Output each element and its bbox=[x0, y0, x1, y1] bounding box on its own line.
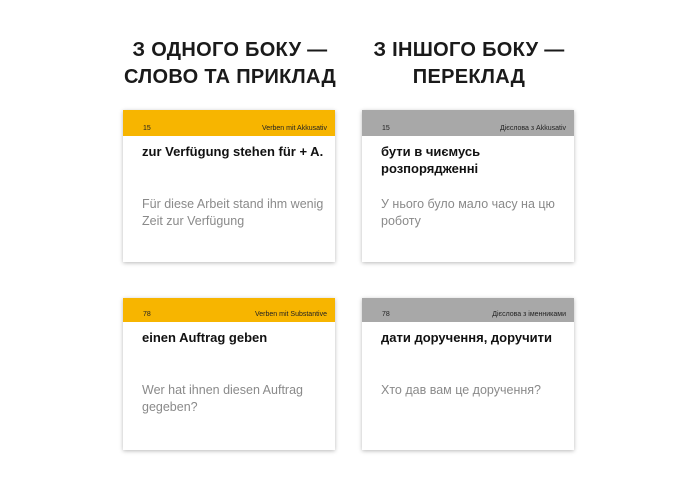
card-example: У нього було мало часу на цю роботу bbox=[381, 197, 555, 228]
card-category: Дієслова з Akkusativ bbox=[499, 125, 566, 132]
flashcard-back-15 bbox=[362, 110, 574, 262]
card-number: 15 bbox=[143, 125, 151, 132]
card-term: бути в чиємусь розпорядженні bbox=[381, 144, 481, 176]
flashcard-front-78 bbox=[123, 298, 335, 450]
card-term: zur Verfügung stehen für + A. bbox=[142, 144, 324, 159]
card-category: Verben mit Akkusativ bbox=[262, 125, 327, 132]
card-example: Für diese Arbeit stand ihm wenig Zeit zur Verfügung bbox=[142, 197, 324, 228]
card-category: Дієслова з іменниками bbox=[492, 311, 566, 318]
card-term: дати доручення, доручити bbox=[381, 330, 553, 345]
card-header-bar bbox=[362, 298, 574, 322]
card-number: 78 bbox=[143, 311, 151, 318]
card-example: Хто дав вам це доручення? bbox=[381, 383, 541, 397]
card-example: Wer hat ihnen diesen Auftrag gegeben? bbox=[142, 383, 303, 414]
flashcard-front-15 bbox=[123, 110, 335, 262]
card-number: 15 bbox=[382, 125, 390, 132]
card-header-bar bbox=[123, 110, 335, 136]
card-header-bar bbox=[123, 298, 335, 322]
card-number: 78 bbox=[382, 311, 390, 318]
card-term: einen Auftrag geben bbox=[142, 330, 268, 345]
front-side-heading: З ОДНОГО БОКУ — СЛОВО ТА ПРИКЛАД bbox=[123, 39, 337, 88]
flashcard-back-78 bbox=[362, 298, 574, 450]
back-side-heading: З ІНШОГО БОКУ — ПЕРЕКЛАД bbox=[373, 39, 565, 88]
card-category: Verben mit Substantive bbox=[255, 311, 327, 318]
card-header-bar bbox=[362, 110, 574, 136]
